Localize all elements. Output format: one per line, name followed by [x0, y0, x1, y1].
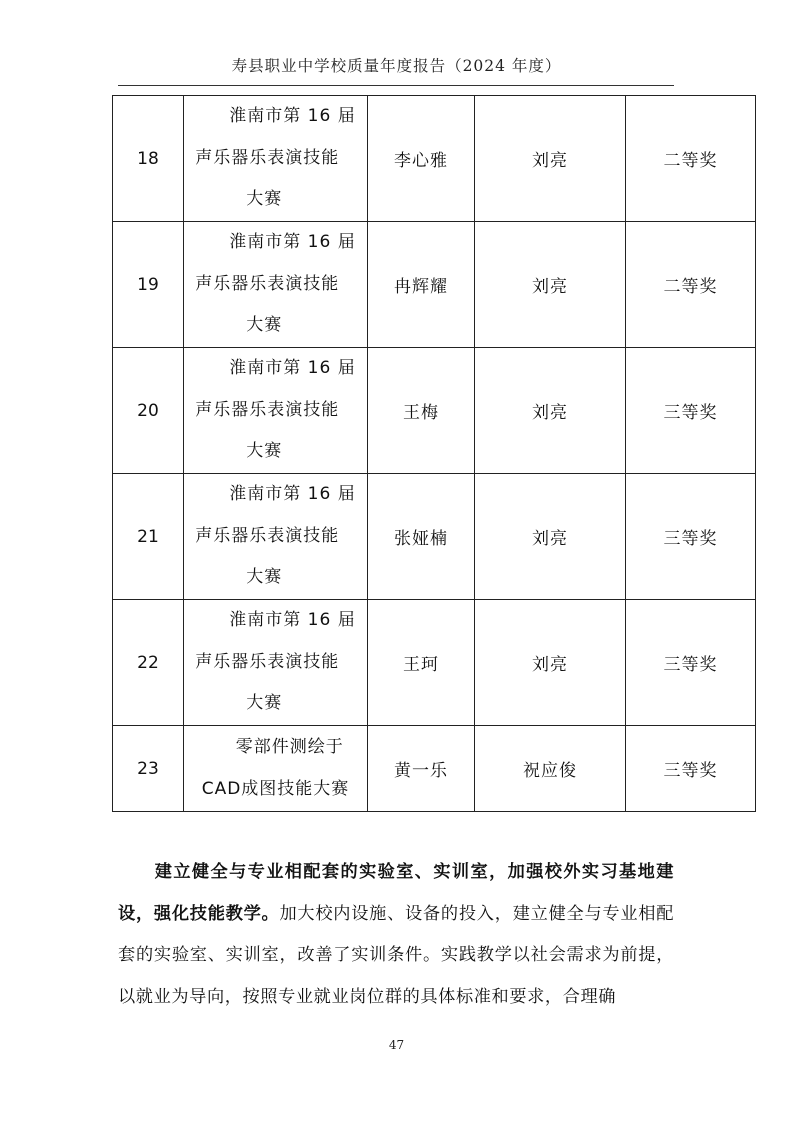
table-row — [113, 600, 756, 726]
award-level: 二等奖 — [626, 96, 756, 222]
row-number: 20 — [113, 348, 184, 474]
event-name: 零部件测绘于 CAD成图技能大赛 — [184, 726, 368, 812]
event-name: 淮南市第 16 届 声乐器乐表演技能 大赛 — [184, 348, 368, 474]
table-row — [113, 96, 756, 222]
award-level: 三等奖 — [626, 726, 756, 812]
row-number: 22 — [113, 600, 184, 726]
table-row — [113, 222, 756, 348]
award-level: 二等奖 — [626, 222, 756, 348]
table-row — [113, 726, 756, 812]
award-level: 三等奖 — [626, 600, 756, 726]
student-name: 张娅楠 — [368, 474, 475, 600]
teacher-name: 刘亮 — [475, 348, 626, 474]
row-number: 19 — [113, 222, 184, 348]
student-name: 李心雅 — [368, 96, 475, 222]
student-name: 黄一乐 — [368, 726, 475, 812]
row-number: 21 — [113, 474, 184, 600]
page-header: 寿县职业中学校质量年度报告（2024 年度） — [231, 57, 562, 75]
awards-table — [112, 95, 756, 812]
header-rule — [118, 85, 674, 86]
event-name: 淮南市第 16 届 声乐器乐表演技能 大赛 — [184, 96, 368, 222]
award-level: 三等奖 — [626, 474, 756, 600]
student-name: 冉辉耀 — [368, 222, 475, 348]
paragraph-lead: 建立健全与专业相配套的实验室、实训室，加强校外实习基地建设，强化技能教学。 — [118, 862, 674, 924]
student-name: 王珂 — [368, 600, 475, 726]
body-paragraph — [118, 852, 674, 1018]
row-number: 23 — [113, 726, 184, 812]
award-level: 三等奖 — [626, 348, 756, 474]
event-name: 淮南市第 16 届 声乐器乐表演技能 大赛 — [184, 474, 368, 600]
student-name: 王梅 — [368, 348, 475, 474]
teacher-name: 祝应俊 — [475, 726, 626, 812]
teacher-name: 刘亮 — [475, 600, 626, 726]
paragraph-body: 加大校内设施、设备的投入，建立健全与专业相配套的实验室、实训室，改善了实训条件。实践教学以社会需求为前提，以就业为导向，按照专业就业岗位群的具体标准和要求，合理确 — [118, 903, 675, 1007]
event-name: 淮南市第 16 届 声乐器乐表演技能 大赛 — [184, 600, 368, 726]
event-name: 淮南市第 16 届 声乐器乐表演技能 大赛 — [184, 222, 368, 348]
teacher-name: 刘亮 — [475, 96, 626, 222]
teacher-name: 刘亮 — [475, 474, 626, 600]
row-number: 18 — [113, 96, 184, 222]
page-number: 47 — [388, 1038, 405, 1052]
table-row — [113, 474, 756, 600]
teacher-name: 刘亮 — [475, 222, 626, 348]
table-row — [113, 348, 756, 474]
